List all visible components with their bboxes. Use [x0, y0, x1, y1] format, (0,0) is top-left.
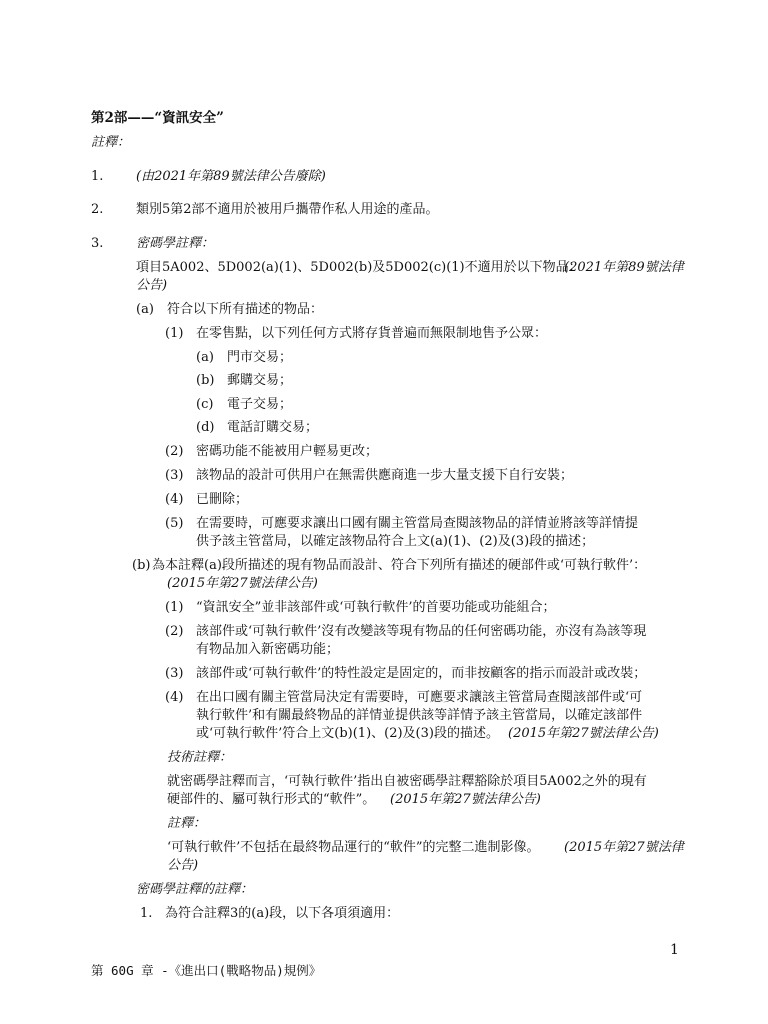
intro-text: 項目5A002、5D002(a)(1)、5D002(b)及5D002(c)(1)不適用於以下物品：	[136, 260, 582, 275]
page-footer: 第 60G 章 -《進出口(戰略物品)規例》	[91, 963, 322, 978]
sub-text: 供予該主管當局，以確定該物品符合上文(a)(1)、(2)及(3)段的描述；	[196, 534, 595, 549]
tech-note-text: 硬部件的、屬可執行形式的“軟件”。	[167, 792, 376, 807]
sub-ref: (2015年第27號法律公告)	[508, 726, 659, 741]
section-heading: 第2部——“資訊安全”	[91, 110, 224, 126]
sub-number: (3)	[165, 666, 184, 681]
subsub-number: (c)	[196, 397, 214, 412]
sub-text: 該部件或‘可執行軟件’沒有改變該等現有物品的任何密碼功能，亦沒有為該等現	[196, 624, 647, 639]
intro-ref: (2021年第89號法律	[564, 260, 684, 275]
item-text: 密碼學註釋：	[136, 236, 215, 251]
note-title: 註釋：	[91, 135, 131, 150]
page-number: 1	[670, 942, 679, 958]
note2-text: ‘可執行軟件’不包括在最終物品運行的“軟件”的完整二進制影像。	[167, 840, 540, 855]
subsub-text: 電話訂購交易；	[227, 420, 319, 435]
item-number: 1.	[91, 169, 104, 184]
sub-text: 在需要時，可應要求讓出口國有關主管當局查閱該物品的詳情並將該等詳情提	[196, 516, 639, 531]
sub-text: 或‘可執行軟件’符合上文(b)(1)、(2)及(3)段的描述。	[196, 726, 499, 741]
item-number: 2.	[91, 202, 104, 217]
sub-text: 該物品的設計可供用户在無需供應商進一步大量支援下自行安裝；	[196, 468, 574, 483]
tech-note-text: 就密碼學註釋而言，‘可執行軟件’指出自被密碼學註釋豁除於項目5A002之外的現有	[167, 774, 647, 789]
subsub-text: 郵購交易；	[227, 373, 293, 388]
sub-text: 已刪除；	[196, 492, 249, 507]
item-text: 類別5第2部不適用於被用戶攜帶作私人用途的產品。	[136, 202, 439, 217]
item-text: (由2021年第89號法律公告廢除)	[136, 169, 326, 184]
para-a-text: 符合以下所有描述的物品：	[167, 302, 324, 317]
sub-number: (3)	[165, 468, 184, 483]
note2-ref: (2015年第27號法律	[564, 840, 684, 855]
subsub-text: 門市交易；	[227, 350, 293, 365]
sub-number: (2)	[165, 444, 184, 459]
subsub-text: 電子交易；	[227, 397, 293, 412]
sub-number: (5)	[165, 516, 184, 531]
tech-note-title: 技術註釋：	[167, 750, 233, 765]
sub-text: 該部件或‘可執行軟件’的特性設定是固定的，而非按顧客的指示而設計或改裝；	[196, 666, 647, 681]
sub-number: (1)	[165, 326, 184, 341]
sub-text: 有物品加入新密碼功能；	[196, 642, 340, 657]
subsub-number: (d)	[196, 420, 215, 435]
sub-number: (4)	[165, 690, 184, 705]
sub-text: 在出口國有關主管當局決定有需要時，可應要求讓該主管當局查閱該部件或‘可	[196, 690, 643, 705]
note2-title: 註釋：	[167, 816, 207, 831]
sub-number: (1)	[165, 600, 184, 615]
item-number: 1.	[140, 906, 153, 921]
para-b-label: (b)	[132, 558, 151, 573]
item-number: 3.	[91, 236, 104, 251]
tech-note-ref: (2015年第27號法律公告)	[390, 792, 541, 807]
note2-ref: 公告)	[167, 858, 199, 873]
sub-text: “資訊安全”並非該部件或‘可執行軟件’的首要功能或功能組合；	[196, 600, 556, 615]
sub-text: 在零售點，以下列任何方式將存貨普遍而無限制地售予公眾：	[196, 326, 548, 341]
sub-text: 密碼功能不能被用户輕易更改；	[196, 444, 379, 459]
sub-text: 執行軟件’和有關最終物品的詳情並提供該等詳情予該主管當局，以確定該部件	[196, 708, 643, 723]
subsub-number: (b)	[196, 373, 215, 388]
sub-number: (4)	[165, 492, 184, 507]
para-a-label: (a)	[136, 302, 154, 317]
intro-ref: 公告)	[136, 278, 168, 293]
sub-number: (2)	[165, 624, 184, 639]
subsub-number: (a)	[196, 350, 214, 365]
note-on-note-title: 密碼學註釋的註釋：	[136, 882, 254, 897]
para-b-ref: (2015年第27號法律公告)	[167, 576, 318, 591]
para-b-text: 為本註釋(a)段所描述的現有物品而設計、符合下列所有描述的硬部件或‘可執行軟件’：	[152, 558, 647, 573]
item-text: 為符合註釋3的(a)段，以下各項須適用：	[165, 906, 400, 921]
